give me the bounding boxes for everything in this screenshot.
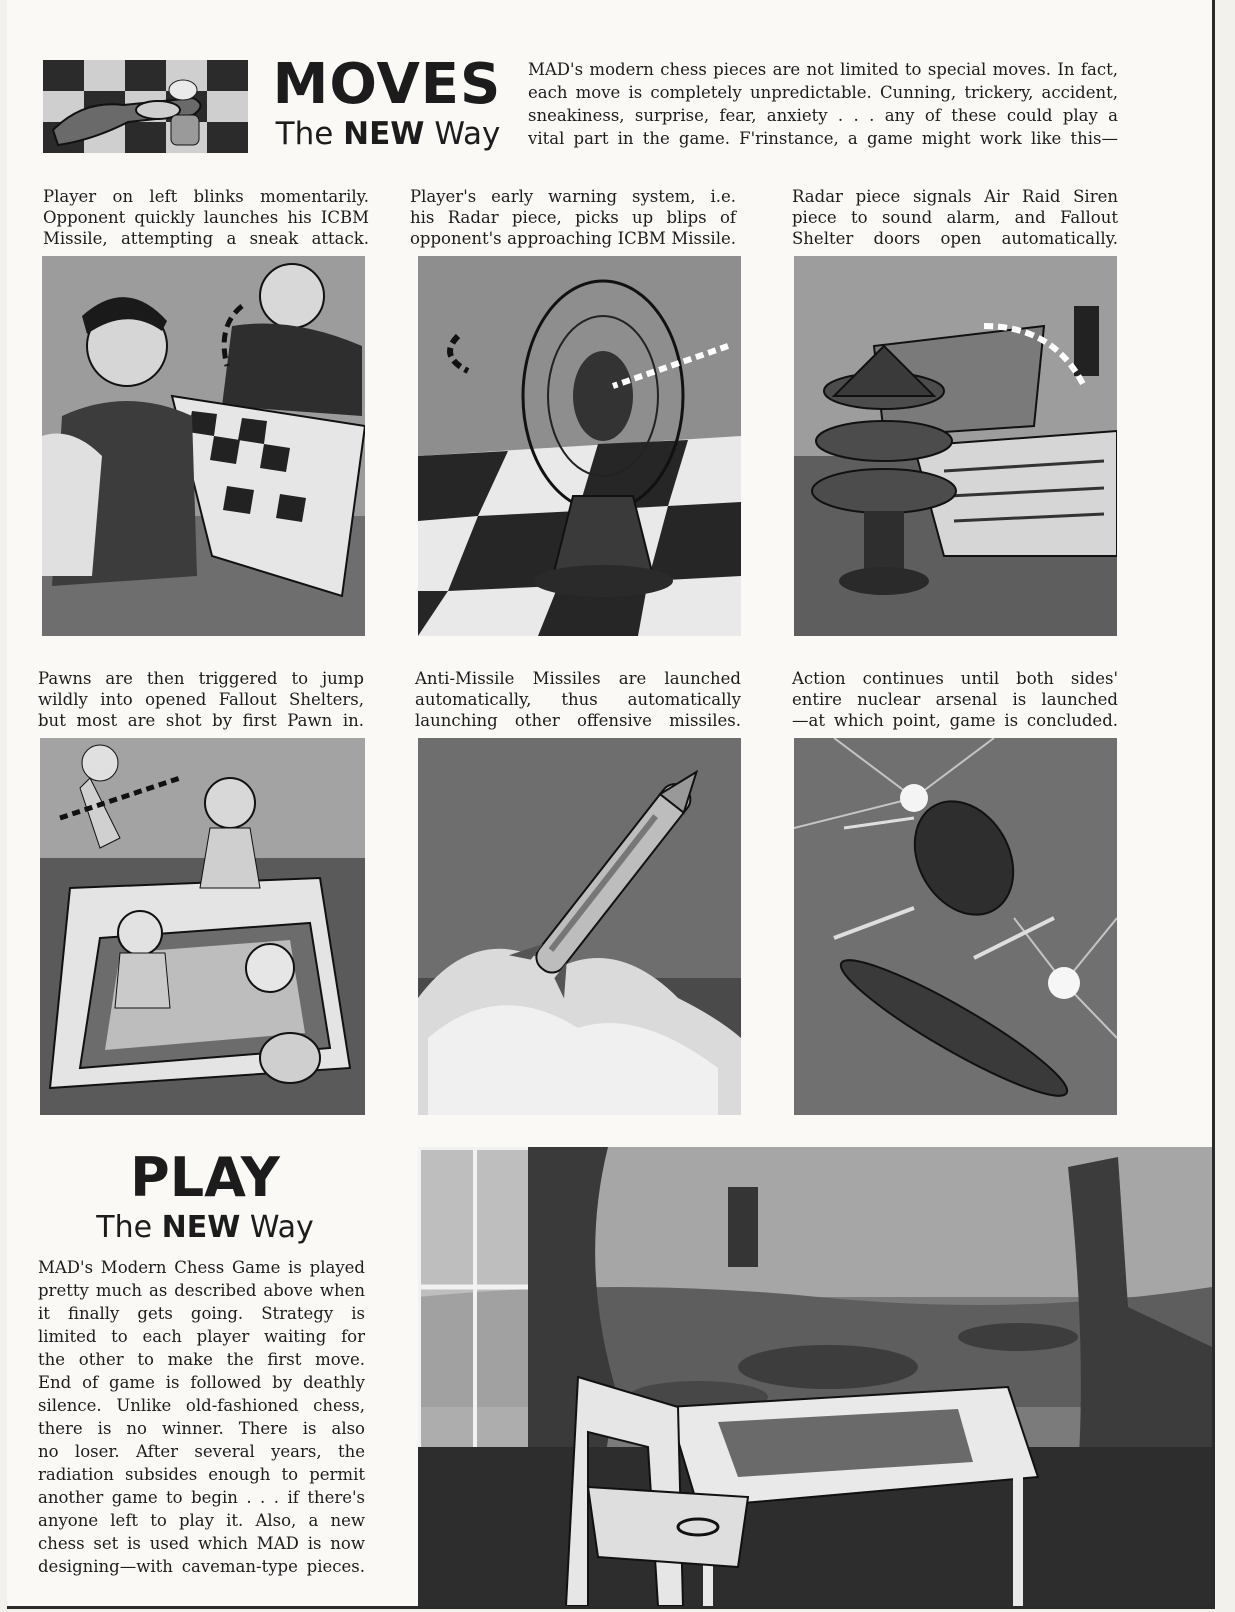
play-line: anyone left to play it. Also, a new [38,1511,365,1530]
play-line: another game to begin . . . if there's [38,1488,365,1507]
panel-4-illustration [40,738,365,1115]
caption-line: Player's early warning system, i.e. [410,187,736,206]
caption-line: his Radar piece, picks up blips of [410,208,736,227]
caption-line: entire nuclear arsenal is launched [792,690,1118,709]
intro-line: vital part in the game. F'rinstance, a game might work like this— [528,129,1118,148]
play-line: no loser. After several years, the [38,1442,365,1461]
caption-line: Action continues until both sides' [792,669,1118,688]
play-subtitle-pre: The [96,1210,153,1245]
caption-panel-3 [792,186,1118,249]
intro-paragraph [528,58,1118,150]
caption-line: opponent's approaching ICBM Missile. [410,229,736,248]
intro-line: each move is completely unpredictable. Cunning, trickery, accident, [528,83,1118,102]
caption-panel-4 [38,668,364,731]
caption-line: Anti-Missile Missiles are launched [415,669,741,688]
caption-panel-2 [410,186,736,249]
panel-1-illustration [42,256,365,636]
play-line: limited to each player waiting for [38,1327,365,1346]
caption-line: automatically, thus automatically [415,690,741,709]
panel-2-illustration [418,256,741,636]
final-illustration [418,1147,1212,1606]
caption-line: Radar piece signals Air Raid Siren [792,187,1118,206]
play-subtitle-bold: NEW [161,1210,241,1245]
play-line: pretty much as described above when [38,1281,365,1300]
caption-line: Opponent quickly launches his ICBM [43,208,369,227]
moves-subtitle-pre: The [275,116,334,152]
caption-line: —at which point, game is concluded. [792,711,1118,730]
moves-subtitle [268,115,508,153]
play-line: End of game is followed by deathly [38,1373,365,1392]
play-title: PLAY [130,1146,280,1209]
caption-line: piece to sound alarm, and Fallout [792,208,1118,227]
play-line: MAD's Modern Chess Game is played [38,1258,365,1277]
play-subtitle [40,1210,370,1246]
caption-line: but most are shot by first Pawn in. [38,711,364,730]
intro-line: sneakiness, surprise, fear, anxiety . . . any of these could play a [528,106,1118,125]
caption-line: Pawns are then triggered to jump [38,669,364,688]
moves-subtitle-bold: NEW [343,116,425,152]
moves-subtitle-post: Way [434,116,501,152]
caption-line: Missile, attempting a sneak attack. [43,229,369,248]
moves-title: MOVES [272,52,502,117]
panel-3-illustration [794,256,1117,636]
intro-line: MAD's modern chess pieces are not limited to special moves. In fact, [528,60,1118,79]
play-line: the other to make the first move. [38,1350,365,1369]
play-line: silence. Unlike old-fashioned chess, [38,1396,365,1415]
play-line: there is no winner. There is also [38,1419,365,1438]
play-line: chess set is used which MAD is now [38,1534,365,1553]
play-line: radiation subsides enough to permit [38,1465,365,1484]
play-paragraph [38,1256,365,1578]
caption-panel-6 [792,668,1118,731]
panel-6-illustration [794,738,1117,1115]
caption-line: wildly into opened Fallout Shelters, [38,690,364,709]
play-line: designing—with caveman-type pieces. [38,1557,365,1576]
play-line: it finally gets going. Strategy is [38,1304,365,1323]
caption-line: Shelter doors open automatically. [792,229,1118,248]
caption-panel-5 [415,668,741,731]
caption-line: Player on left blinks momentarily. [43,187,369,206]
header-illustration [43,60,248,153]
caption-line: launching other offensive missiles. [415,711,741,730]
caption-panel-1 [43,186,369,249]
play-subtitle-post: Way [249,1210,314,1245]
panel-5-illustration [418,738,741,1115]
